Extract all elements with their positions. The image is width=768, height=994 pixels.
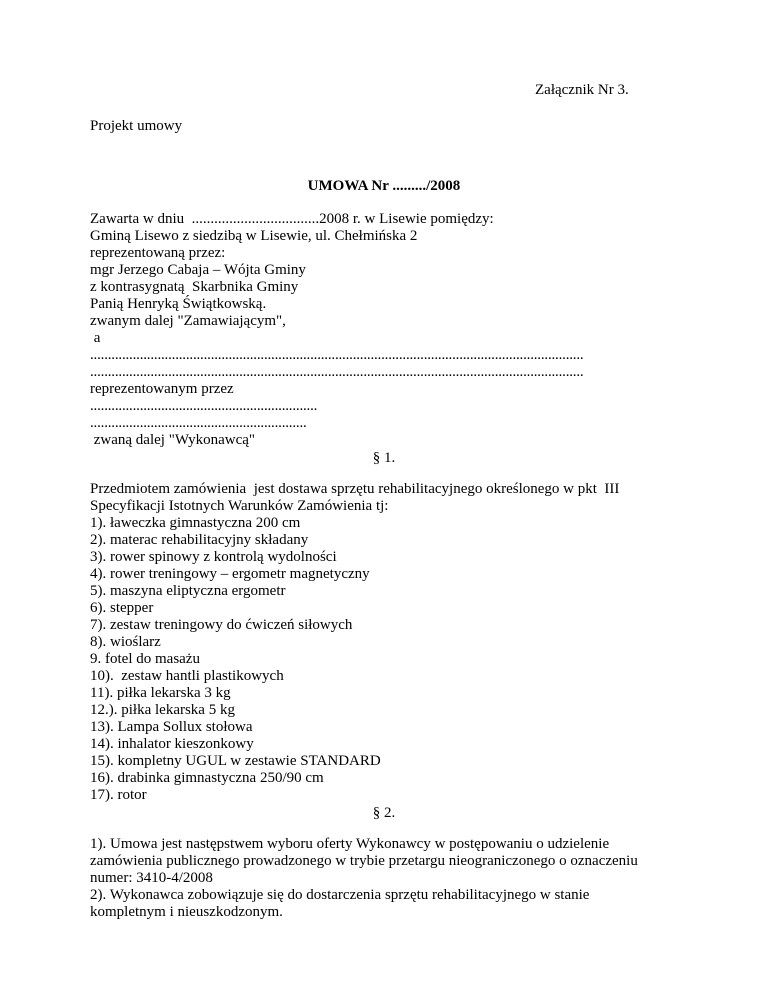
list-item: 9. fotel do masażu [90,651,200,667]
section-1-mark: § 1. [372,450,396,466]
representative-placeholder: ............................................................. [90,415,307,431]
section-2-line: kompletnym i nieuszkodzonym. [90,904,283,920]
section-2-line: zamówienia publicznego prowadzonego w trybie przetargu nieograniczonego o oznaczeniu [90,853,638,869]
list-item: 15). kompletny UGUL w zestawie STANDARD [90,753,381,769]
list-item: 17). rotor [90,787,147,803]
list-item: 13). Lampa Sollux stołowa [90,719,253,735]
list-item: 11). piłka lekarska 3 kg [90,685,231,701]
section-1-intro: Specyfikacji Istotnych Warunków Zamówienia tj: [90,498,389,514]
section-2-mark: § 2. [372,805,396,821]
parties-line: z kontrasygnatą Skarbnika Gminy [90,279,299,295]
section-2-line: numer: 3410-4/2008 [90,870,213,886]
list-item: 16). drabinka gimnastyczna 250/90 cm [90,770,324,786]
list-item: 3). rower spinowy z kontrolą wydolności [90,549,337,565]
contractor-address-placeholder: ........................................................................................................................................... [90,364,584,380]
parties-line: Zawarta w dniu ..................................2008 r. w Lisewie pomiędzy: [90,211,494,227]
section-2-line: 1). Umowa jest następstwem wyboru oferty Wykonawcy w postępowaniu o udzielenie [90,836,610,852]
contract-title: UMOWA Nr ........./2008 [307,178,461,194]
annex-label: Załącznik Nr 3. [535,82,629,98]
section-1-intro: Przedmiotem zamówienia jest dostawa sprzętu rehabilitacyjnego określonego w pkt III [90,481,620,497]
parties-line: a [90,330,101,346]
representative-placeholder: ................................................................ [90,398,318,414]
parties-line: reprezentowaną przez: [90,245,226,261]
list-item: 4). rower treningowy – ergometr magnetyczny [90,566,370,582]
parties-line: Gminą Lisewo z siedzibą w Lisewie, ul. Chełmińska 2 [90,228,418,244]
parties-line: mgr Jerzego Cabaja – Wójta Gminy [90,262,306,278]
list-item: 10). zestaw hantli plastikowych [90,668,284,684]
parties-line: reprezentowanym przez [90,381,234,397]
parties-line: Panią Henryką Świątkowską. [90,296,267,312]
list-item: 12.). piłka lekarska 5 kg [90,702,235,718]
list-item: 8). wioślarz [90,634,161,650]
project-label: Projekt umowy [90,118,183,134]
parties-line: zwanym dalej "Zamawiającym", [90,313,286,329]
contractor-name-placeholder: ........................................................................................................................................... [90,347,584,363]
list-item: 5). maszyna eliptyczna ergometr [90,583,286,599]
list-item: 1). ławeczka gimnastyczna 200 cm [90,515,301,531]
list-item: 2). materac rehabilitacyjny składany [90,532,309,548]
section-2-line: 2). Wykonawca zobowiązuje się do dostarczenia sprzętu rehabilitacyjnego w stanie [90,887,590,903]
list-item: 14). inhalator kieszonkowy [90,736,254,752]
parties-line: zwaną dalej "Wykonawcą" [90,432,256,448]
list-item: 7). zestaw treningowy do ćwiczeń siłowych [90,617,353,633]
list-item: 6). stepper [90,600,154,616]
